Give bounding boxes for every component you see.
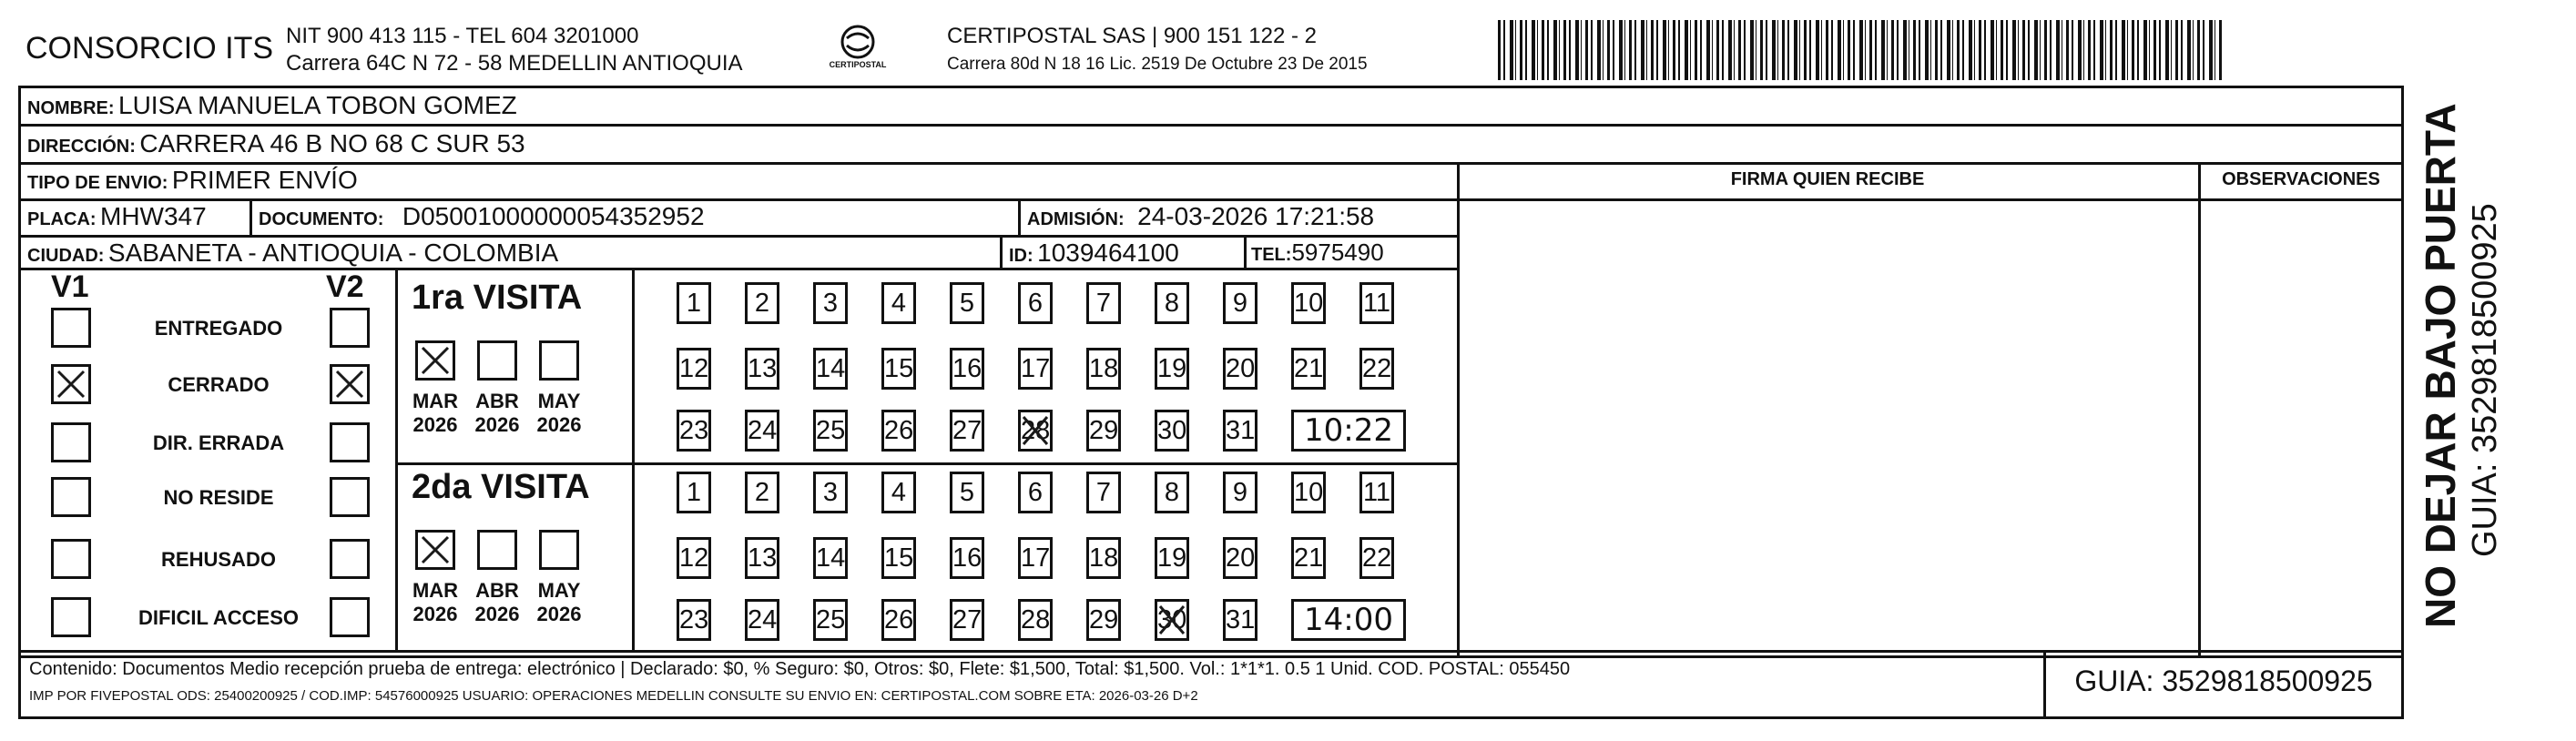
month-checkbox[interactable] xyxy=(477,340,517,381)
day-box[interactable]: 22 xyxy=(1359,537,1394,579)
v1-checkbox[interactable] xyxy=(51,597,91,637)
day-box[interactable]: 27 xyxy=(950,599,984,641)
day-box[interactable]: 21 xyxy=(1291,537,1326,579)
v2-checkbox[interactable] xyxy=(330,477,370,517)
day-box[interactable]: 21 xyxy=(1291,348,1326,390)
id-value: 1039464100 xyxy=(1037,239,1179,267)
documento-value: D05001000000054352952 xyxy=(402,202,705,230)
tipo-value: PRIMER ENVÍO xyxy=(171,166,358,194)
tel-label: TEL: xyxy=(1251,245,1292,265)
month-label xyxy=(532,390,586,437)
day-box[interactable]: 6 xyxy=(1018,282,1053,324)
v1-checkbox[interactable] xyxy=(51,308,91,348)
day-box[interactable]: 16 xyxy=(950,537,984,579)
v1-checkbox[interactable] xyxy=(51,422,91,462)
day-box[interactable]: 13 xyxy=(745,537,779,579)
month-label xyxy=(470,579,524,626)
day-box[interactable]: 27 xyxy=(950,410,984,452)
v2-checkbox[interactable] xyxy=(330,364,370,404)
day-box[interactable]: 9 xyxy=(1223,472,1257,513)
ciudad-label: CIUDAD: xyxy=(27,246,105,266)
month-checkbox[interactable] xyxy=(477,530,517,570)
day-box[interactable]: 23 xyxy=(677,599,711,641)
month-checkbox[interactable] xyxy=(415,340,455,381)
tel-cell xyxy=(1251,239,1384,267)
day-box[interactable]: 28 xyxy=(1018,410,1053,452)
month-year: 2026 xyxy=(536,603,582,625)
day-box[interactable]: 23 xyxy=(677,410,711,452)
day-box[interactable]: 10 xyxy=(1291,282,1326,324)
day-box[interactable]: 18 xyxy=(1086,537,1121,579)
visit2-title: 2da VISITA xyxy=(412,468,590,506)
admision-cell xyxy=(1027,202,1374,231)
day-box[interactable]: 7 xyxy=(1086,472,1121,513)
day-box[interactable]: 31 xyxy=(1223,410,1257,452)
day-box[interactable]: 3 xyxy=(813,282,848,324)
status-label: CERRADO xyxy=(168,373,270,396)
documento-cell xyxy=(259,202,705,231)
day-box[interactable]: 10 xyxy=(1291,472,1326,513)
month-checkbox[interactable] xyxy=(539,530,579,570)
month-checkbox[interactable] xyxy=(415,530,455,570)
day-box[interactable]: 2 xyxy=(745,282,779,324)
day-box[interactable]: 5 xyxy=(950,472,984,513)
day-box[interactable]: 4 xyxy=(881,282,916,324)
day-box[interactable]: 29 xyxy=(1086,599,1121,641)
day-box[interactable]: 28 xyxy=(1018,599,1053,641)
day-box[interactable]: 15 xyxy=(881,537,916,579)
day-box[interactable]: 1 xyxy=(677,472,711,513)
tipo-label: TIPO DE ENVIO: xyxy=(27,173,168,193)
admision-label: ADMISIÓN: xyxy=(1027,209,1125,229)
v1-checkbox[interactable] xyxy=(51,539,91,579)
day-box[interactable]: 24 xyxy=(745,599,779,641)
day-box[interactable]: 26 xyxy=(881,410,916,452)
month-label xyxy=(532,579,586,626)
status-label: REHUSADO xyxy=(161,548,276,571)
day-box[interactable]: 30 xyxy=(1155,599,1189,641)
day-box[interactable]: 16 xyxy=(950,348,984,390)
day-box[interactable]: 26 xyxy=(881,599,916,641)
day-box[interactable]: 11 xyxy=(1359,282,1394,324)
month-year: 2026 xyxy=(412,603,458,625)
footer-guia: GUIA: 3529818500925 xyxy=(2074,665,2373,697)
visit-time-box[interactable]: 10:22 xyxy=(1291,410,1406,452)
status-label: DIFICIL ACCESO xyxy=(137,606,299,629)
v2-checkbox[interactable] xyxy=(330,539,370,579)
day-box[interactable]: 25 xyxy=(813,599,848,641)
day-box[interactable]: 12 xyxy=(677,537,711,579)
placa-label: PLACA: xyxy=(27,209,97,229)
logo-text: CERTIPOSTAL xyxy=(829,60,887,69)
ciudad-value: SABANETA - ANTIOQUIA - COLOMBIA xyxy=(107,239,559,267)
direccion-label: DIRECCIÓN: xyxy=(27,137,136,157)
visit1-title: 1ra VISITA xyxy=(412,279,583,317)
month-name: MAY xyxy=(537,390,581,412)
day-box[interactable]: 7 xyxy=(1086,282,1121,324)
day-box[interactable]: 6 xyxy=(1018,472,1053,513)
month-label xyxy=(470,390,524,437)
v1-checkbox[interactable] xyxy=(51,477,91,517)
day-box[interactable]: 22 xyxy=(1359,348,1394,390)
day-box[interactable]: 5 xyxy=(950,282,984,324)
day-box[interactable]: 14 xyxy=(813,348,848,390)
v1-checkbox[interactable] xyxy=(51,364,91,404)
month-year: 2026 xyxy=(536,413,582,436)
certipostal-logo xyxy=(812,20,903,78)
day-box[interactable]: 3 xyxy=(813,472,848,513)
day-box[interactable]: 20 xyxy=(1223,348,1257,390)
day-box[interactable]: 19 xyxy=(1155,348,1189,390)
carrier-address: Carrera 80d N 18 16 Lic. 2519 De Octubre 23 De 2015 xyxy=(947,55,1368,74)
month-label xyxy=(408,579,463,626)
placa-row xyxy=(27,202,207,231)
day-box[interactable]: 19 xyxy=(1155,537,1189,579)
day-box[interactable]: 1 xyxy=(677,282,711,324)
observaciones-label: OBSERVACIONES xyxy=(2222,169,2380,189)
company-address: Carrera 64C N 72 - 58 MEDELLIN ANTIOQUIA xyxy=(286,51,743,76)
month-label xyxy=(408,390,463,437)
month-name: MAR xyxy=(412,390,459,412)
day-box[interactable]: 9 xyxy=(1223,282,1257,324)
v1-label: V1 xyxy=(51,269,89,304)
day-box[interactable]: 20 xyxy=(1223,537,1257,579)
day-box[interactable]: 18 xyxy=(1086,348,1121,390)
v2-label: V2 xyxy=(326,269,364,304)
nombre-value: LUISA MANUELA TOBON GOMEZ xyxy=(118,91,517,119)
month-name: ABR xyxy=(475,579,519,602)
day-box[interactable]: 15 xyxy=(881,348,916,390)
month-year: 2026 xyxy=(474,603,520,625)
tipo-row xyxy=(27,166,358,195)
v2-checkbox[interactable] xyxy=(330,597,370,637)
month-checkbox[interactable] xyxy=(539,340,579,381)
day-box[interactable]: 30 xyxy=(1155,410,1189,452)
logo-icon xyxy=(812,20,903,78)
ciudad-row xyxy=(27,239,558,268)
direccion-value: CARRERA 46 B NO 68 C SUR 53 xyxy=(139,129,525,157)
status-label: DIR. ERRADA xyxy=(152,431,285,454)
day-box[interactable]: 8 xyxy=(1155,472,1189,513)
firma-label: FIRMA QUIEN RECIBE xyxy=(1730,169,1925,189)
company-name: CONSORCIO ITS xyxy=(25,31,274,66)
nombre-label: NOMBRE: xyxy=(27,98,115,118)
month-year: 2026 xyxy=(412,413,458,436)
nombre-row xyxy=(27,91,517,120)
status-label: ENTREGADO xyxy=(154,317,283,340)
day-box[interactable]: 13 xyxy=(745,348,779,390)
day-box[interactable]: 12 xyxy=(677,348,711,390)
carrier-name: CERTIPOSTAL SAS | 900 151 122 - 2 xyxy=(947,24,1317,48)
barcode xyxy=(1498,20,2222,80)
day-box[interactable]: 8 xyxy=(1155,282,1189,324)
v2-checkbox[interactable] xyxy=(330,308,370,348)
side-guia-text: GUIA: 3529818500925 xyxy=(2466,203,2504,557)
day-box[interactable]: 2 xyxy=(745,472,779,513)
placa-value: MHW347 xyxy=(100,202,207,230)
month-name: ABR xyxy=(475,390,519,412)
tel-value: 5975490 xyxy=(1291,239,1384,266)
month-name: MAR xyxy=(412,579,459,602)
day-box[interactable]: 25 xyxy=(813,410,848,452)
no-dejar-text: NO DEJAR BAJO PUERTA xyxy=(2417,103,2464,628)
day-box[interactable]: 17 xyxy=(1018,537,1053,579)
day-box[interactable]: 24 xyxy=(745,410,779,452)
id-label: ID: xyxy=(1009,246,1033,266)
day-box[interactable]: 4 xyxy=(881,472,916,513)
day-box[interactable]: 17 xyxy=(1018,348,1053,390)
v2-checkbox[interactable] xyxy=(330,422,370,462)
day-box[interactable]: 14 xyxy=(813,537,848,579)
admision-value: 24-03-2026 17:21:58 xyxy=(1137,202,1375,230)
month-name: MAY xyxy=(537,579,581,602)
company-nit: NIT 900 413 115 - TEL 604 3201000 xyxy=(286,24,639,48)
day-box[interactable]: 29 xyxy=(1086,410,1121,452)
footer-contenido: Contenido: Documentos Medio recepción prueba de entrega: electrónico | Declarado: $0, % Seguro: $0, Otros: $0, Flete: $1,500, Total: $1,500. Vol.: 1*1*1. 0.5 1 Unid. COD. POSTAL: 055450 xyxy=(29,659,1571,679)
documento-label: DOCUMENTO: xyxy=(259,209,384,229)
visit-time-box[interactable]: 14:00 xyxy=(1291,599,1406,641)
day-box[interactable]: 11 xyxy=(1359,472,1394,513)
day-box[interactable]: 31 xyxy=(1223,599,1257,641)
id-cell xyxy=(1009,239,1179,268)
month-year: 2026 xyxy=(474,413,520,436)
footer-imp: IMP POR FIVEPOSTAL ODS: 25400200925 / COD.IMP: 54576000925 USUARIO: OPERACIONES MEDELLIN CONSULTE SU ENVIO EN: CERTIPOSTAL.COM SOBRE ETA: 2026-03-26 D+2 xyxy=(29,688,1198,704)
direccion-row xyxy=(27,129,525,158)
status-label: NO RESIDE xyxy=(163,486,274,509)
